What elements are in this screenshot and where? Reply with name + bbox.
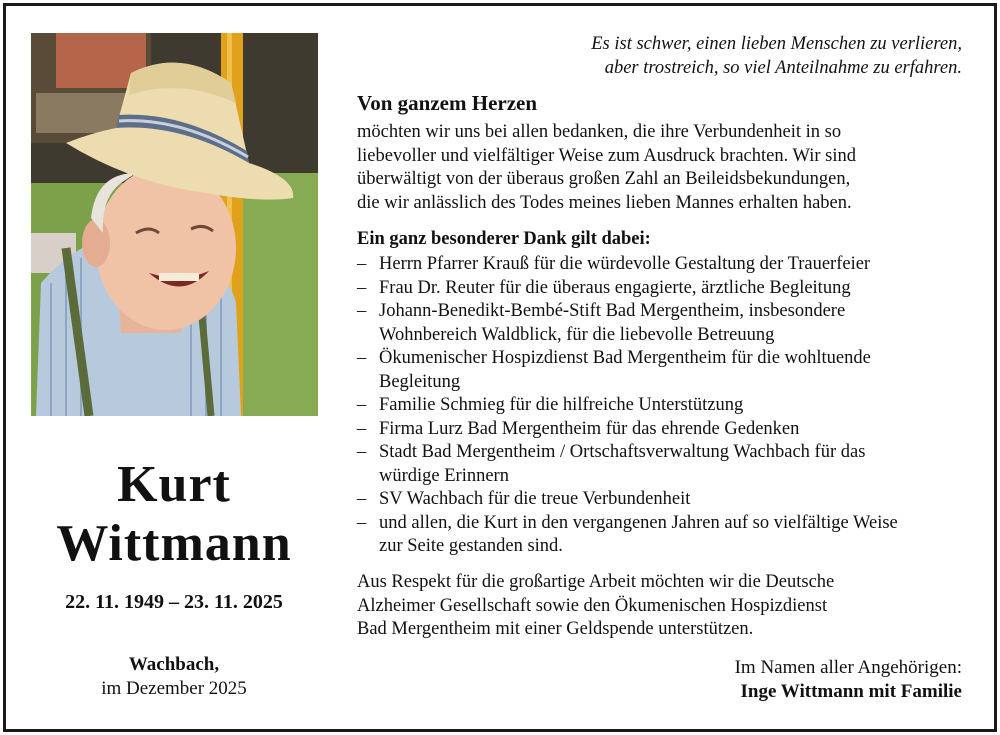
intro-line: überwältigt von der überaus großen Zahl an Beileidsbekundungen, xyxy=(357,169,851,189)
outro-line: Alzheimer Gesellschaft sowie den Ökumenischen Hospizdienst xyxy=(357,595,828,616)
list-item-line: Stadt Bad Mergentheim / Ortschaftsverwaltung Wachbach für das xyxy=(379,442,866,462)
intro-paragraph xyxy=(357,121,957,215)
list-item-line: Firma Lurz Bad Mergentheim für das ehrende Gedenken xyxy=(379,418,800,439)
list-item xyxy=(357,300,967,347)
signature-label: Im Namen aller Angehörigen: xyxy=(734,657,962,678)
list-item-line: Johann-Benedikt-Bembé-Stift Bad Mergentheim, insbesondere xyxy=(379,301,846,321)
thanks-title: Von ganzem Herzen xyxy=(357,91,538,115)
thanks-list xyxy=(357,253,967,559)
motto-quote xyxy=(591,32,962,80)
dash-bullet: – xyxy=(357,277,367,298)
list-item xyxy=(357,347,967,394)
list-item-line: SV Wachbach für die treue Verbundenheit xyxy=(379,489,691,509)
dash-bullet: – xyxy=(357,301,367,321)
date-written: im Dezember 2025 xyxy=(101,678,247,699)
list-item xyxy=(357,277,967,301)
dash-bullet: – xyxy=(357,489,367,509)
signature-name: Inge Wittmann mit Familie xyxy=(740,681,962,702)
list-item-line: würdige Erinnern xyxy=(379,465,509,486)
outro-line: Bad Mergentheim mit einer Geldspende unterstützen. xyxy=(357,619,754,639)
list-item xyxy=(357,253,967,277)
list-item-line: Begleitung xyxy=(379,371,461,392)
dash-bullet: – xyxy=(357,418,367,439)
list-item xyxy=(357,441,967,488)
list-item-line: Frau Dr. Reuter für die überaus engagierte, ärztliche Begleitung xyxy=(379,277,851,298)
dash-bullet: – xyxy=(357,395,367,415)
list-item xyxy=(357,394,967,418)
list-item-line: Herrn Pfarrer Krauß für die würdevolle Gestaltung der Trauerfeier xyxy=(379,254,871,274)
donation-paragraph xyxy=(357,571,957,642)
intro-line: möchten wir uns bei allen bedanken, die ihre Verbundenheit in so xyxy=(357,122,842,142)
list-item-line: und allen, die Kurt in den vergangenen Jahren auf so vielfältige Weise xyxy=(379,512,898,533)
dash-bullet: – xyxy=(357,512,367,533)
intro-line: die wir anlässlich des Todes meines lieben Mannes erhalten haben. xyxy=(357,192,852,213)
motto-line: aber trostreich, so viel Anteilnahme zu erfahren. xyxy=(604,58,962,78)
outro-line: Aus Respekt für die großartige Arbeit möchten wir die Deutsche xyxy=(357,572,835,592)
deceased-last-name: Wittmann xyxy=(56,515,292,572)
dash-bullet: – xyxy=(357,348,367,368)
dash-bullet: – xyxy=(357,254,367,274)
motto-line: Es ist schwer, einen lieben Menschen zu verlieren, xyxy=(591,34,962,54)
list-item-line: Familie Schmieg für die hilfreiche Unterstützung xyxy=(379,395,744,415)
list-item xyxy=(357,488,967,512)
list-item-line: Wohnbereich Waldblick, für die liebevolle Betreuung xyxy=(379,324,775,345)
place-name: Wachbach, xyxy=(128,654,220,675)
dash-bullet: – xyxy=(357,442,367,462)
portrait-photo xyxy=(31,33,318,416)
deceased-first-name: Kurt xyxy=(117,456,231,513)
life-dates: 22. 11. 1949 – 23. 11. 2025 xyxy=(65,591,283,613)
special-thanks-heading: Ein ganz besonderer Dank gilt dabei: xyxy=(357,229,651,249)
intro-line: liebevoller und vielfältiger Weise zum Ausdruck brachten. Wir sind xyxy=(357,145,857,166)
list-item-line: zur Seite gestanden sind. xyxy=(379,536,563,556)
list-item xyxy=(357,418,967,442)
list-item xyxy=(357,512,967,559)
list-item-line: Ökumenischer Hospizdienst Bad Mergentheim für die wohltuende xyxy=(379,348,871,368)
